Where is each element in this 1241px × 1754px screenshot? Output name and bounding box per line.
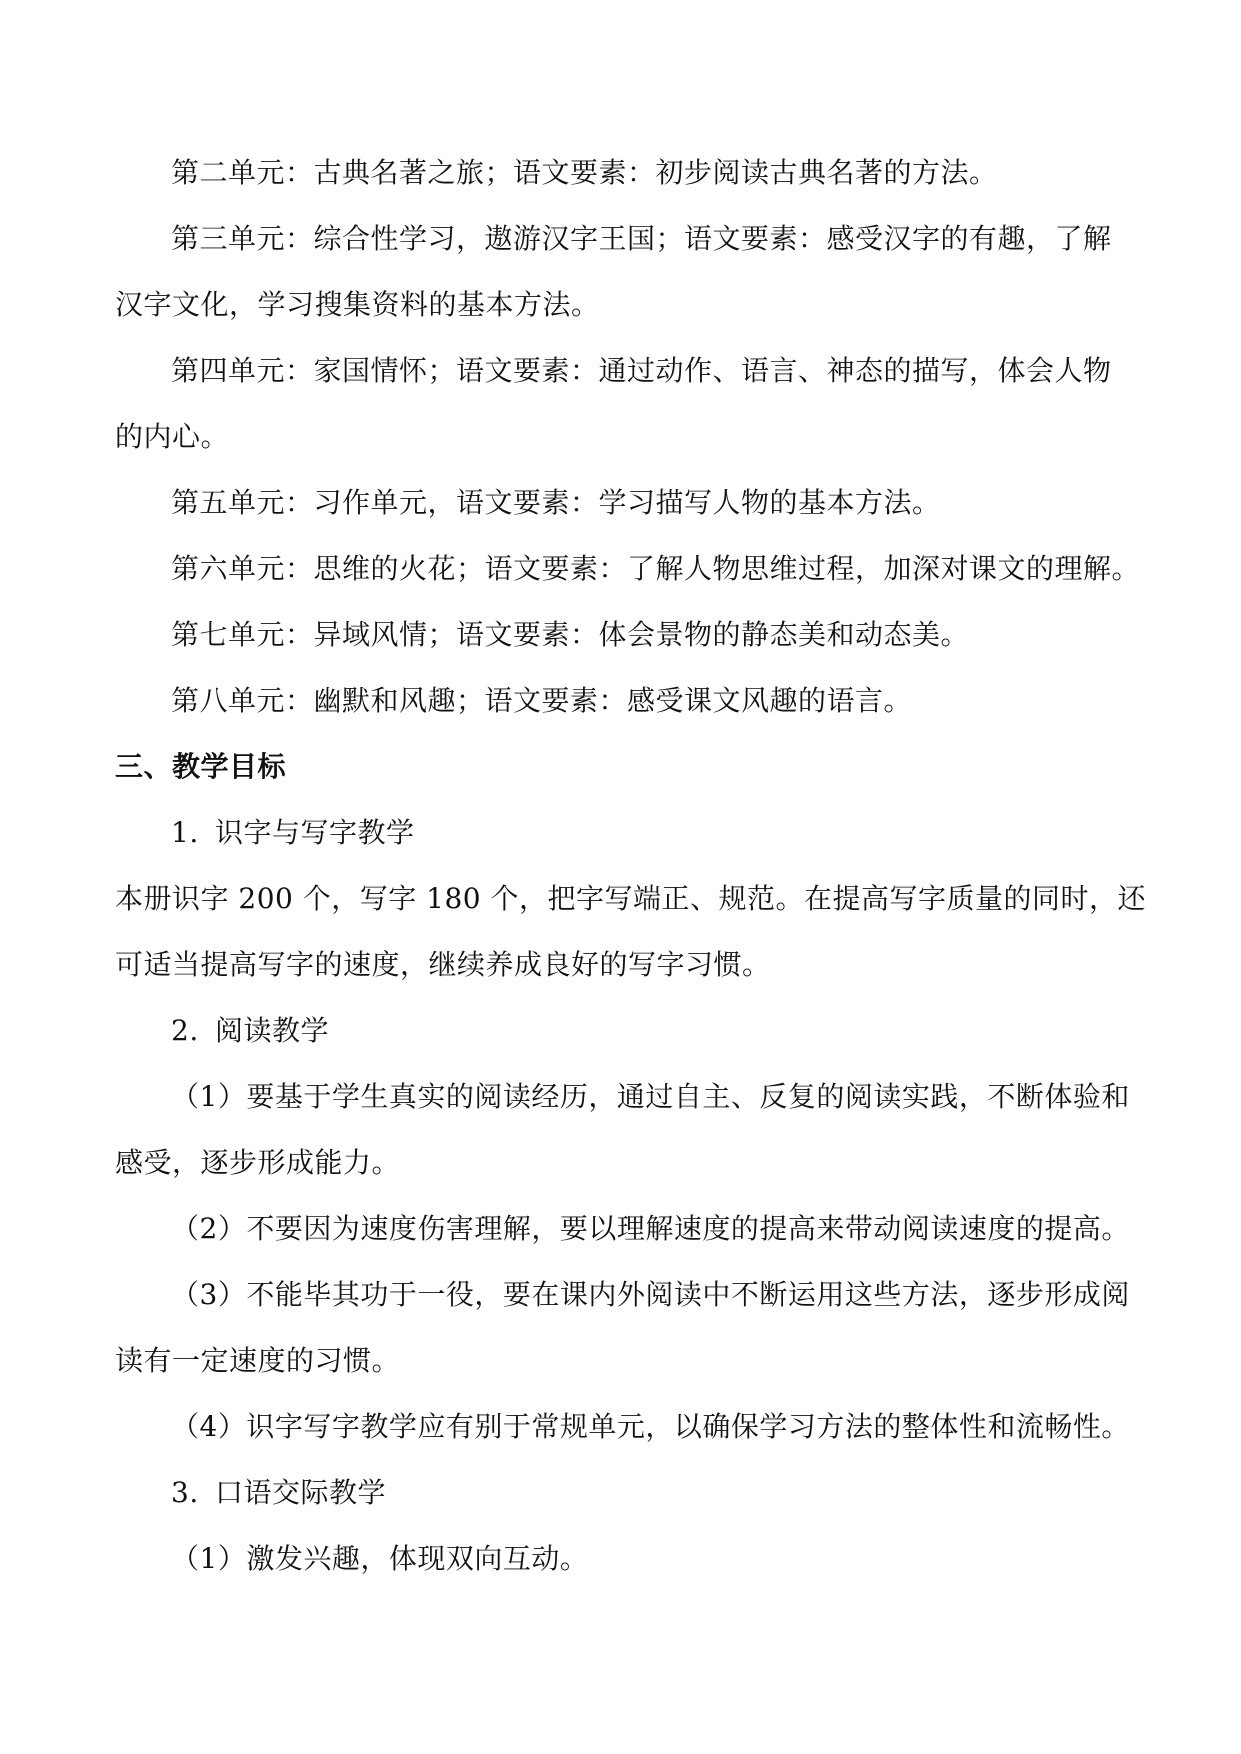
unit-3-line: 第三单元：综合性学习，遨游汉字王国；语文要素：感受汉字的有趣，了解 [171,222,1112,255]
unit-2-line: 第二单元：古典名著之旅；语文要素：初步阅读古典名著的方法。 [171,156,998,189]
unit-5-line: 第五单元：习作单元，语文要素：学习描写人物的基本方法。 [171,486,941,519]
subheading-1-text: 识字与写字教学 [215,816,415,849]
subheading-1-number: 1. [171,816,199,849]
unit-3-line-cont: 汉字文化，学习搜集资料的基本方法。 [115,288,600,321]
reading-item-3-cont: 读有一定速度的习惯。 [115,1344,401,1377]
section-heading: 三、教学目标 [115,750,287,783]
subheading-3-text: 口语交际教学 [215,1476,387,1509]
unit-4-line-cont: 的内心。 [115,420,230,453]
reading-item-1-cont: 感受，逐步形成能力。 [115,1146,401,1179]
unit-7-line: 第七单元：异域风情；语文要素：体会景物的静态美和动态美。 [171,618,970,651]
subheading-2 [115,998,1125,1064]
subheading-1 [115,800,1125,866]
subheading-2-number: 2. [171,1014,199,1047]
subheading-3-number: 3. [171,1476,199,1509]
document-page [115,140,1146,1592]
reading-item-2: （2）不要因为速度伤害理解，要以理解速度的提高来带动阅读速度的提高。 [171,1212,1130,1245]
reading-item-4: （4）识字写字教学应有别于常规单元，以确保学习方法的整体性和流畅性。 [171,1410,1130,1443]
unit-4-line: 第四单元：家国情怀；语文要素：通过动作、语言、神态的描写，体会人物 [171,354,1112,387]
reading-item-3: （3）不能毕其功于一役，要在课内外阅读中不断运用这些方法，逐步形成阅 [171,1278,1130,1311]
unit-8-line: 第八单元：幽默和风趣；语文要素：感受课文风趣的语言。 [171,684,913,717]
paragraph-1-line-cont: 可适当提高写字的速度，继续养成良好的写字习惯。 [115,948,771,981]
subheading-3 [115,1460,1125,1526]
subheading-2-text: 阅读教学 [215,1014,330,1047]
paragraph-1-line: 本册识字 200 个，写字 180 个，把字写端正、规范。在提高写字质量的同时，还 [115,882,1146,915]
unit-6-line: 第六单元：思维的火花；语文要素：了解人物思维过程，加深对课文的理解。 [171,552,1141,585]
reading-item-1: （1）要基于学生真实的阅读经历，通过自主、反复的阅读实践，不断体验和 [171,1080,1130,1113]
oral-item-1: （1）激发兴趣，体现双向互动。 [171,1542,589,1575]
